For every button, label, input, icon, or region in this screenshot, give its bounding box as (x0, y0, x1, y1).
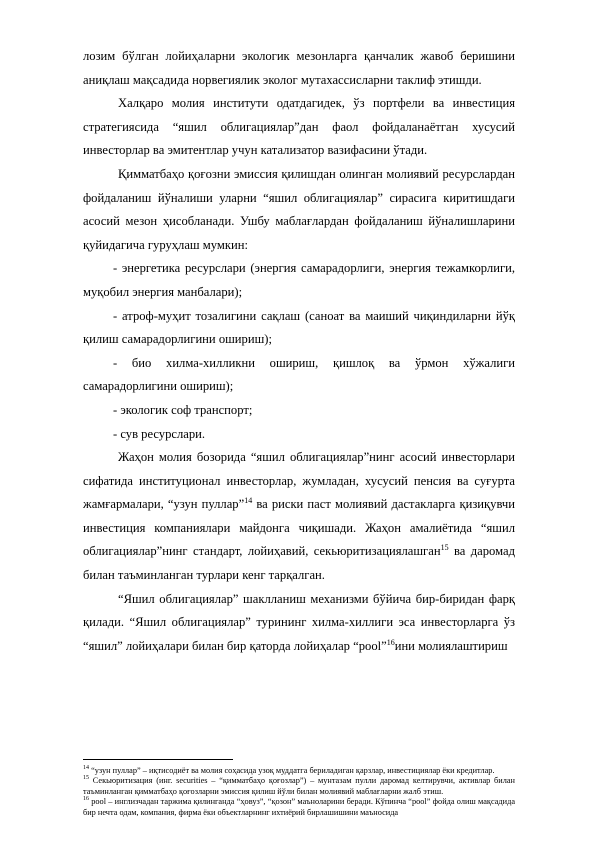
footnote-separator (83, 759, 233, 760)
list-item: - био хилма-хилликни ошириш, қишлоқ ва ўрмон хўжалиги самарадорлигини ошириш); (83, 355, 515, 394)
footnotes (83, 766, 515, 818)
footnote-number: 15 (83, 775, 89, 782)
paragraph-3: Қимматбаҳо қоғозни эмиссия қилишдан олинган молиявий ресурслардан фойдаланиш йўналиши уларни “яшил облигациялар” сирасига киритишдаги асосий мезон ҳисобланади. Ушбу маблағлардан фойдаланиш йўналишларини қуйидагича гуруҳлаш мумкин: (83, 166, 515, 252)
paragraph-4-part-c: ва даромад билан таъминланган турлари кенг тарқалган. (83, 544, 515, 583)
list-item: - экологик соф транспорт; (113, 402, 253, 417)
paragraph-5 (83, 588, 515, 659)
footnote-text: pool – инглизчадан таржима қилинганда “ҳовуз”, “қозон” маъноларини беради. Кўпинча “pool” фойда олиш мақсадида бир нечта одам, компания, фирма ёки объектларнинг ихтиёрий бирлашишини маъносида (83, 797, 515, 817)
paragraph-5-part-b: ини молиялаштириш (394, 638, 508, 653)
footnote-text: Секьюритизация (инг. securities – “қимматбаҳо қоғозлар”) – мунтазам пулли даромад келтирувчи, активлар билан таъминланган қимматбаҳо қоғозларни эмиссия қилиш йўли билан молиявий маблағларни жалб этиш. (83, 776, 515, 796)
footnote-text: “узун пуллар” – иқтисодиёт ва молия соҳасида узоқ муддатга бериладиган қарзлар, инвестициялар ёки кредитлар. (89, 766, 495, 775)
list-item: - энергетика ресурслари (энергия самарадорлиги, энергия тежамкорлиги, муқобил энергия манбалари); (83, 261, 515, 299)
footnote-16 (83, 797, 515, 818)
footnote-ref-16: 16 (386, 637, 395, 647)
footnote-number: 14 (83, 765, 89, 772)
footnote-ref-14: 14 (244, 496, 253, 506)
footnote-ref-15: 15 (440, 543, 449, 553)
footnote-number: 16 (83, 796, 89, 803)
body-text (83, 45, 515, 658)
paragraph-4-part-a: Жаҳон молия бозорида “яшил облигациялар”нинг асосий инвесторлари сифатида институционал инвесторлар, жумладан, хусусий пенсия ва суғурта жамғармалари, “узун пуллар” (83, 450, 515, 512)
list-item: - атроф-муҳит тозалигини сақлаш (саноат ва маиший чиқиндиларни йўқ қилиш самарадорлигини ошириш); (83, 308, 515, 347)
paragraph-4 (83, 446, 515, 588)
footnote-15 (83, 776, 515, 797)
list-item: - сув ресурслари. (113, 426, 206, 441)
paragraph-4-part-b: ва риски паст молиявий дастакларга қизиқувчи инвестиция компаниялари майдонга чиқишади. Жаҳон амалиётида “яшил облигациялар”нинг стандарт, лойиҳавий, секьюритизациялашган (83, 497, 515, 559)
paragraph-2: Халқаро молия институти одатдагидек, ўз портфели ва инвестиция стратегиясида “яшил облигациялар”дан фаол фойдаланаётган хусусий инвесторлар ва эмитентлар учун катализатор вазифасини ўтади. (83, 96, 515, 158)
paragraph-5-part-a: “Яшил облигациялар” шаклланиш механизми бўйича бир-биридан фарқ қилади. “Яшил облигациялар” турининг хилма-хиллиги эса инвесторларга ўз “яшил” лойиҳалари билан бир қаторда лойиҳалар “pool” (83, 591, 515, 653)
footnote-14 (83, 766, 515, 776)
paragraph-1: лозим бўлган лойиҳаларни экологик мезонларга қанчалик жавоб беришини аниқлаш мақсадида норвегиялик эколог мутахассисларни таклиф этишди. (83, 49, 515, 87)
